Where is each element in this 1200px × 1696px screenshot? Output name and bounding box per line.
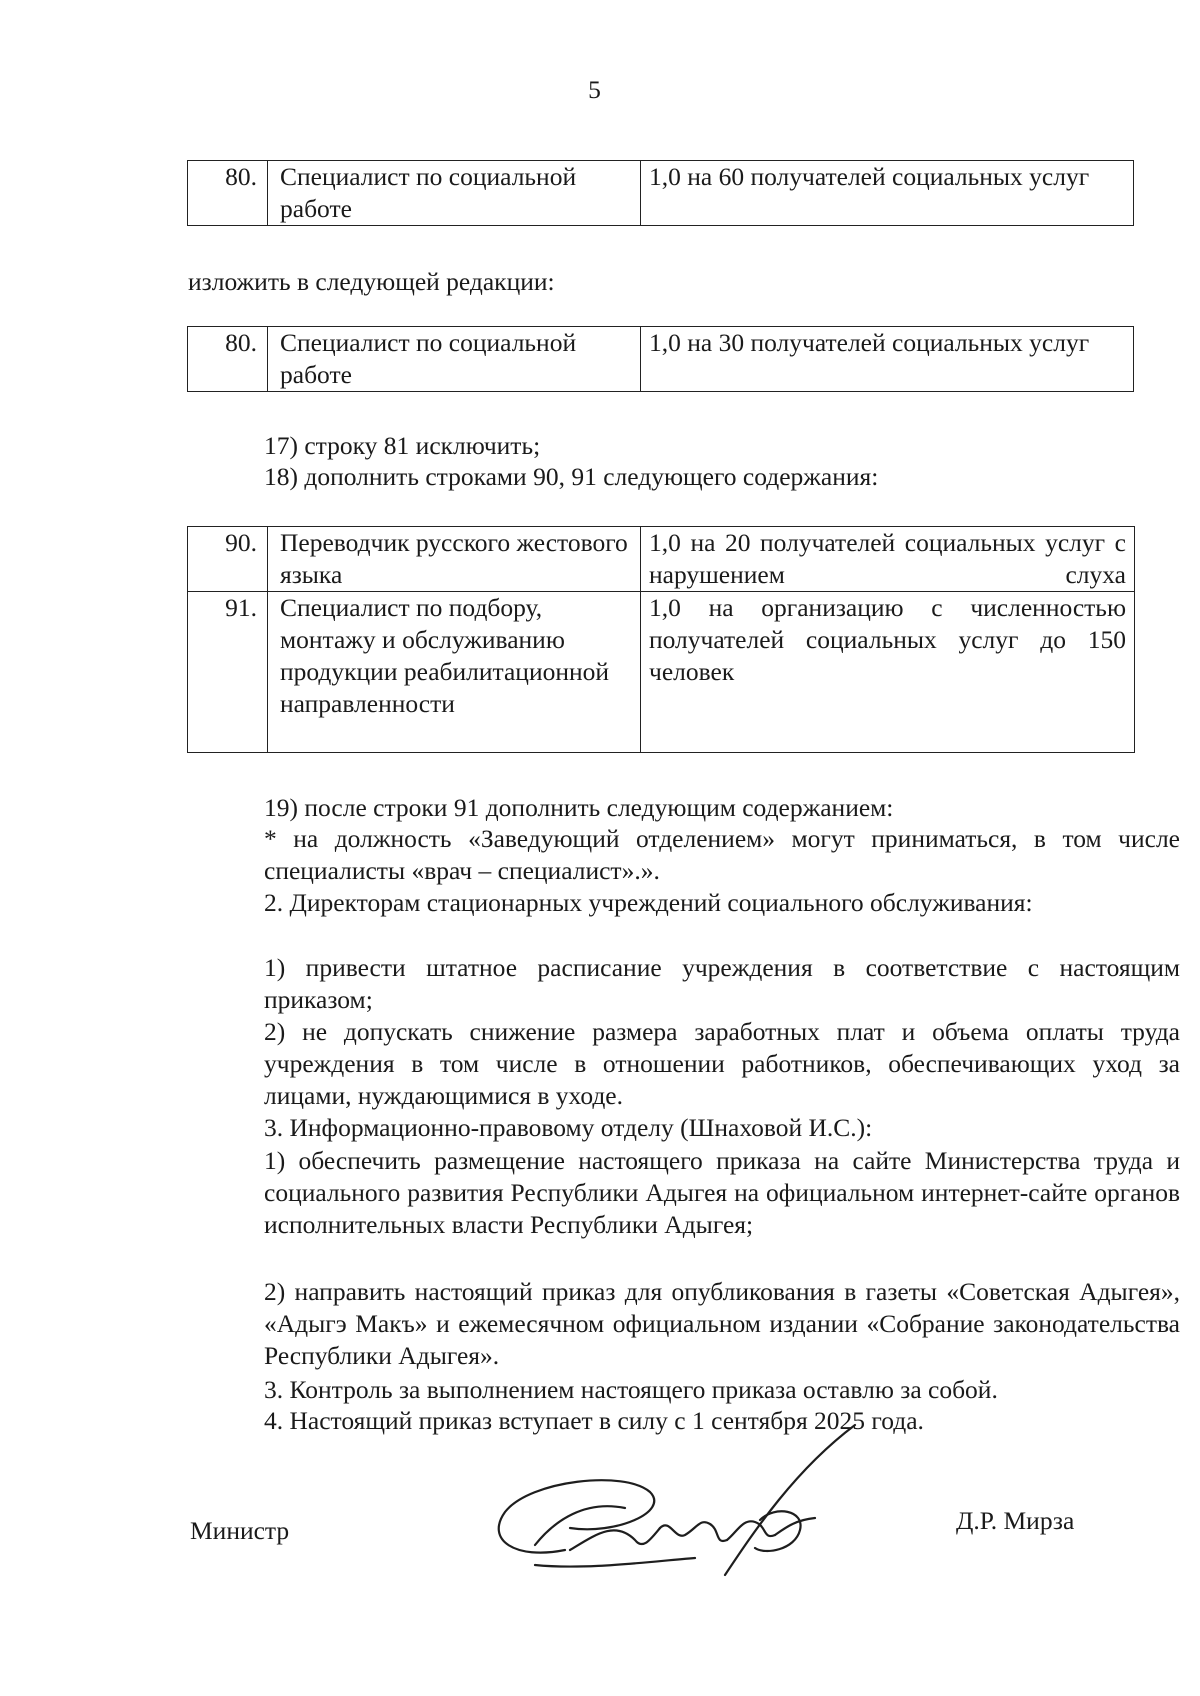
handwritten-signature	[475, 1400, 875, 1600]
staffing-norm: 1,0 на 20 получателей социальных услуг с нарушением слуха	[641, 527, 1135, 592]
item-17: 17) строку 81 исключить;	[264, 431, 541, 460]
signatory-title: Министр	[190, 1516, 290, 1545]
page-number: 5	[588, 75, 601, 104]
paragraph-3-1: 1) обеспечить размещение настоящего приказа на сайте Министерства труда и социального развития Республики Адыгея на официальном интернет-сайте органов исполнительных власти Республики Адыгея;	[264, 1146, 1180, 1239]
row-number: 90.	[188, 527, 268, 592]
position-name: Специалист по подбору, монтажу и обслуживанию продукции реабилитационной направленности	[268, 592, 641, 753]
table-row	[188, 592, 1135, 753]
added-rows-table	[187, 526, 1135, 753]
table-row	[188, 161, 1134, 226]
intro-text: изложить в следующей редакции:	[188, 267, 555, 296]
old-row-table	[187, 160, 1134, 226]
paragraph-3-control: 3. Контроль за выполнением настоящего приказа оставлю за собой.	[264, 1375, 998, 1404]
paragraph-3: 3. Информационно-правовому отделу (Шнаховой И.С.):	[264, 1113, 873, 1142]
paragraph-19-note: * на должность «Заведующий отделением» могут приниматься, в том числе специалисты «врач – специалист».».	[264, 824, 1180, 885]
paragraph-2-2: 2) не допускать снижение размера заработных плат и объема оплаты труда учреждения в том числе в отношении работников, обеспечивающих уход за лицами, нуждающимися в уходе.	[264, 1017, 1180, 1110]
staffing-norm: 1,0 на 60 получателей социальных услуг	[641, 161, 1134, 226]
item-18: 18) дополнить строками 90, 91 следующего содержания:	[264, 462, 879, 491]
staffing-norm: 1,0 на организацию с численностью получателей социальных услуг до 150 человек	[641, 592, 1135, 753]
paragraph-2-1: 1) привести штатное расписание учреждения в соответствие с настоящим приказом;	[264, 953, 1180, 1014]
staffing-norm: 1,0 на 30 получателей социальных услуг	[641, 327, 1134, 392]
paragraph-4: 4. Настоящий приказ вступает в силу с 1 сентября 2025 года.	[264, 1406, 924, 1435]
row-number: 80.	[188, 161, 268, 226]
paragraph-2: 2. Директорам стационарных учреждений социального обслуживания:	[264, 888, 1033, 917]
table-row	[188, 327, 1134, 392]
row-number: 91.	[188, 592, 268, 753]
row-number: 80.	[188, 327, 268, 392]
signatory-name: Д.Р. Мирза	[956, 1506, 1075, 1535]
position-name: Специалист по социальной работе	[268, 327, 641, 392]
new-row-table	[187, 326, 1134, 392]
position-name: Специалист по социальной работе	[268, 161, 641, 226]
paragraph-19: 19) после строки 91 дополнить следующим содержанием:	[264, 793, 894, 822]
table-row	[188, 527, 1135, 592]
position-name: Переводчик русского жестового языка	[268, 527, 641, 592]
paragraph-3-2: 2) направить настоящий приказ для опубликования в газеты «Советская Адыгея», «Адыгэ Макъ» и ежемесячном официальном издании «Собрание законодательства Республики Адыгея».	[264, 1277, 1180, 1370]
